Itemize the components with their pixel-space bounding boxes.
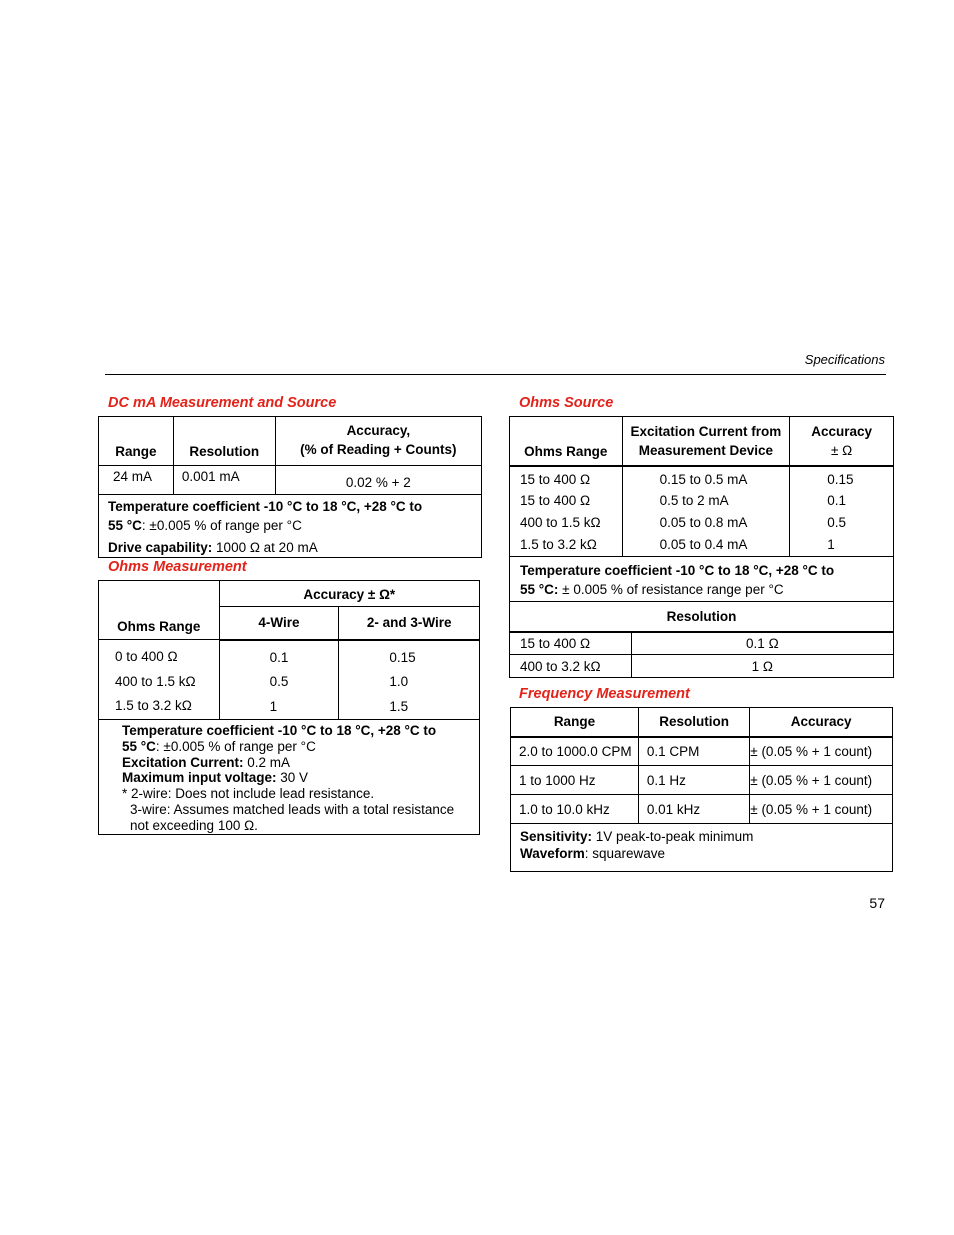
table-cell: 0.15 to 0.5 mA (659, 471, 748, 487)
table-cell: 0.05 to 0.4 mA (659, 536, 748, 552)
table-cell: 0.1 Hz (638, 766, 749, 795)
table-cell: 15 to 400 Ω (520, 493, 591, 509)
running-header: Specifications (804, 352, 885, 367)
table-header-row (99, 417, 482, 466)
temp-coefficient-bold: 55 °C (108, 518, 142, 533)
excitation-column (622, 466, 790, 557)
dc-ma-table (98, 416, 482, 558)
table-cell: 1.0 (389, 674, 409, 689)
table-cell: 400 to 3.2 kΩ (510, 655, 632, 678)
table-row (511, 795, 893, 824)
ohms-source-table (509, 416, 894, 602)
table-body (510, 466, 894, 557)
footnote-3wire: 3-wire: Assumes matched leads with a total resistance (130, 801, 455, 817)
table-row (511, 766, 893, 795)
dc-ma-title: DC mA Measurement and Source (108, 395, 337, 411)
excitation-current-value: 0.2 mA (243, 754, 291, 770)
waveform (520, 845, 886, 862)
table-header-row (511, 708, 893, 737)
table-cell: 400 to 1.5 kΩ (115, 673, 196, 689)
table-cell: 1.0 to 10.0 kHz (511, 795, 639, 824)
excitation-header-line1: Excitation Current from (630, 423, 782, 439)
two-three-wire-column (339, 640, 480, 720)
temp-coefficient-line1: Temperature coefficient -10 °C to 18 °C, +28 °C to (520, 562, 835, 578)
table-cell: 1.5 to 3.2 kΩ (115, 698, 192, 713)
table-cell: 1 Ω (631, 655, 893, 678)
temp-coefficient-line2 (122, 739, 473, 755)
temp-coefficient-line2 (108, 516, 473, 535)
header-rule (105, 374, 886, 375)
table-cell: 0.001 mA (173, 466, 275, 495)
table-cell: 0.5 (827, 515, 846, 531)
table-cell: ± (0.05 % + 1 count) (750, 737, 893, 766)
column-header: Range (99, 417, 174, 466)
drive-capability-label: Drive capability: (108, 540, 213, 555)
excitation-current (122, 755, 473, 771)
temp-coefficient-text: : ±0.005 % of range per °C (141, 518, 302, 533)
ohms-measurement-notes (99, 720, 480, 835)
table-cell: 1 to 1000 Hz (511, 766, 639, 795)
waveform-value: : squarewave (584, 846, 666, 861)
column-header (790, 417, 894, 466)
sensitivity-value: 1V peak-to-peak minimum (592, 829, 754, 844)
accuracy-column (790, 466, 894, 557)
temp-coefficient-line2 (520, 580, 887, 599)
table-cell: 0.1 (269, 649, 289, 665)
accuracy-header-line1: Accuracy, (346, 423, 411, 438)
column-header: 2- and 3-Wire (339, 607, 480, 640)
table-cell: 0.02 % + 2 (275, 466, 481, 495)
column-header: 4-Wire (219, 607, 339, 640)
ohms-source-notes (510, 556, 894, 601)
table-cell: 2.0 to 1000.0 CPM (511, 737, 639, 766)
table-body (99, 640, 480, 720)
table-cell: 0.5 to 2 mA (659, 493, 729, 509)
table-cell: 1 (269, 698, 278, 714)
ohms-source-resolution-table (509, 601, 894, 678)
footnote-2wire: * 2-wire: Does not include lead resistance. (122, 786, 375, 802)
table-cell: 15 to 400 Ω (510, 632, 632, 655)
table-cell: 1.5 (389, 698, 409, 714)
temp-coefficient-line1: Temperature coefficient -10 °C to 18 °C, +28 °C to (108, 499, 423, 514)
accuracy-header-line2: (% of Reading + Counts) (300, 442, 457, 457)
table-cell: 0.1 CPM (638, 737, 749, 766)
table-cell: 15 to 400 Ω (520, 471, 591, 487)
table-note-row (99, 495, 482, 558)
temp-coefficient-line1: Temperature coefficient -10 °C to 18 °C, +28 °C to (122, 723, 437, 738)
column-header: Resolution (638, 708, 749, 737)
sensitivity (520, 828, 886, 845)
temp-coefficient-text: : ±0.005 % of range per °C (155, 738, 316, 754)
column-header (275, 417, 481, 466)
column-header: Accuracy (750, 708, 893, 737)
table-header-row (99, 581, 480, 607)
footnote-3wire-cont: not exceeding 100 Ω. (130, 817, 258, 833)
table-row (510, 655, 894, 678)
max-input-voltage-label: Maximum input voltage: (122, 770, 277, 786)
table-cell: 24 mA (99, 466, 174, 495)
temp-coefficient-text: ± 0.005 % of resistance range per °C (558, 581, 784, 597)
table-note-row (510, 556, 894, 601)
column-header: Ohms Range (510, 417, 623, 466)
temp-coefficient-bold: 55 °C (122, 738, 156, 754)
drive-capability (108, 538, 473, 557)
table-cell: 0.5 (269, 674, 289, 689)
table-note-row (99, 720, 480, 835)
table-cell: 0 to 400 Ω (115, 649, 178, 664)
ohms-range-column (510, 466, 623, 557)
table-cell: 1 (827, 536, 835, 552)
frequency-table (510, 707, 893, 872)
table-header-row (510, 602, 894, 632)
ohms-source-title: Ohms Source (519, 395, 614, 411)
ohms-measurement-table (98, 580, 480, 835)
table-row (99, 466, 482, 495)
max-input-voltage (122, 770, 473, 786)
accuracy-header-line1: Accuracy (811, 423, 872, 439)
frequency-title: Frequency Measurement (519, 686, 690, 702)
temp-coefficient-bold: 55 °C: (520, 581, 559, 597)
resolution-header: Resolution (510, 602, 894, 632)
table-cell: 0.1 (827, 493, 846, 509)
table-cell: ± (0.05 % + 1 count) (750, 795, 893, 824)
drive-capability-value: 1000 Ω at 20 mA (212, 540, 318, 555)
dc-ma-notes (99, 495, 482, 558)
column-header: Range (511, 708, 639, 737)
table-cell: 0.05 to 0.8 mA (659, 515, 748, 531)
table-note-row (511, 824, 893, 872)
page-number: 57 (869, 895, 885, 911)
frequency-notes (511, 824, 893, 872)
excitation-header-line2: Measurement Device (638, 442, 774, 458)
table-row (511, 737, 893, 766)
sensitivity-label: Sensitivity: (520, 829, 593, 844)
waveform-label: Waveform (520, 846, 585, 861)
ohms-measurement-title: Ohms Measurement (108, 559, 247, 575)
table-header-row (510, 417, 894, 466)
column-header: Resolution (173, 417, 275, 466)
four-wire-column (219, 640, 339, 720)
table-cell: 0.01 kHz (638, 795, 749, 824)
excitation-current-label: Excitation Current: (122, 754, 244, 770)
table-cell: 0.15 (827, 471, 854, 487)
max-input-voltage-value: 30 V (276, 770, 309, 786)
table-cell: 400 to 1.5 kΩ (520, 515, 601, 531)
column-header (622, 417, 790, 466)
ohms-range-column (99, 640, 220, 720)
table-cell: 0.15 (389, 649, 416, 665)
accuracy-group-header: Accuracy ± Ω* (219, 581, 479, 607)
table-row (510, 632, 894, 655)
table-cell: 0.1 Ω (631, 632, 893, 655)
accuracy-header-line2: ± Ω (830, 442, 853, 458)
table-cell: 1.5 to 3.2 kΩ (520, 536, 597, 552)
table-cell: ± (0.05 % + 1 count) (750, 766, 893, 795)
column-header: Ohms Range (99, 581, 220, 640)
